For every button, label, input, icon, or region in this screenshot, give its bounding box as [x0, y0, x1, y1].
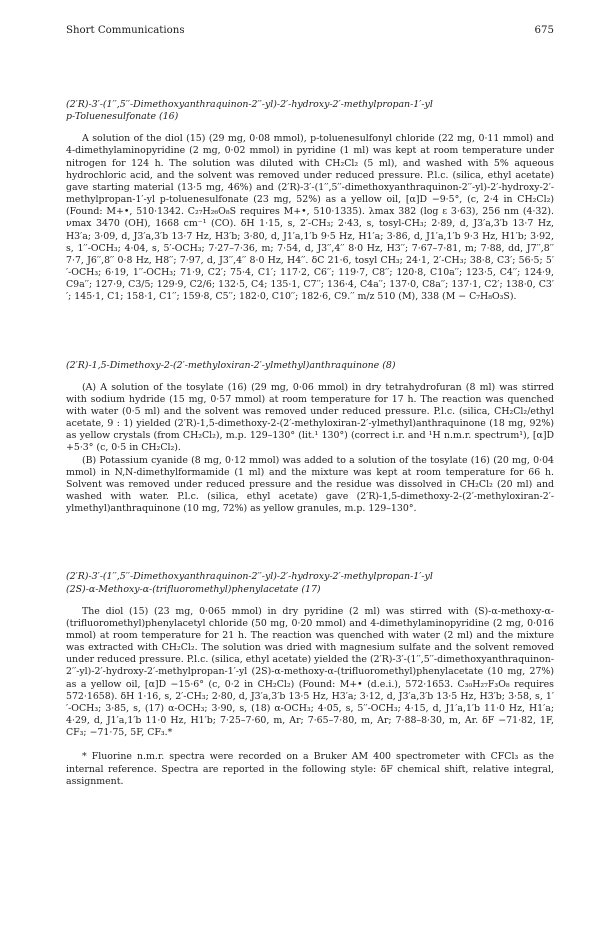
body-paragraph: A solution of the diol (15) (29 mg, 0·08 mmol), p-toluenesulfonyl chloride (22 mg, 0·11 mmol) and 4-dimethylaminopyridine (2 mg, 0·02 mmol) in pyridine (1 ml) was kept at room temperature under nitrogen for 124 h. The solution was diluted with CH₂Cl₂ (5 ml), and washed with 5% aqueous hydrochloric acid, and the solvent was removed under reduced pressure. P.l.c. (silica, ethyl acetate) gave starting material (13·5 mg, 46%) and (2′R)-3′-(1′′,5′′-dimethoxyanthraquinon-2′′-yl)-2′-hydroxy-2′-methylpropan-1′-yl p-toluenesulfonate (23 mg, 52%) as a yellow oil, [α]D −9·5°, (c, 2·4 in CH₂Cl₂) (Found: M+•, 510·1342. C₂₇H₂₆O₈S requires M+•, 510·1335). λmax 382 (log ε 3·63), 256 nm (4·32). νmax 3470 (OH), 1668 cm⁻¹ (CO). δH 1·15, s, 2′-CH₃; 2·43, s, tosyl-CH₃; 2·89, d, J3′a,3′b 13·7 Hz, H3′a; 3·09, d, J3′a,3′b 13·7 Hz, H3′b; 3·80, d, J1′a,1′b 9·5 Hz, H1′a; 3·86, d, J1′a,1′b 9·3 Hz, H1′b; 3·92, s, 1′′-OCH₃; 4·04, s, 5′-OCH₃; 7·27–7·36, m; 7·54, d, J3′′,4′′ 8·0 Hz, H3′′; 7·67–7·81, m; 7·88, dd, J7′′,8′′ 7·7, J6′′,8′′ 0·8 Hz, H8′′; 7·97, d, J3′′,4′′ 8·0 Hz, H4′′. δC 21·6, tosyl CH₃; 24·1, 2′-CH₃; 38·8, C3′; 56·5; 5′′-OCH₃; 6·19, 1′′-OCH₃; 71·9, C2′; 75·4, C1′; 117·2, C6′′; 119·7, C8′′; 120·8, C10a′′; 123·5, C4′′; 124·9, C9a′′; 127·9, C3/5; 129·9, C2/6; 132·5, C4; 135·1, C7′′; 136·4, C4a′′; 137·0, C8a′′; 137·1, C2′; 138·0, C3′′; 145·1, C1; 158·1, C1′′; 159·8, C5′′; 182·0, C10′′; 182·6, C9.′′ m/z 510 (M), 338 (M − C₇H₈O₃S).: [66, 133, 554, 303]
body-paragraph: (B) Potassium cyanide (8 mg, 0·12 mmol) was added to a solution of the tosylate (16) (20 mg, 0·04 mmol) in N,N-dimethylformamide (1 ml) and the mixture was kept at room temperature for 66 h. Solvent was removed under reduced pressure and the residue was dissolved in CH₂Cl₂ (20 ml) and washed with water. P.l.c. (silica, ethyl acetate) gave (2′R)-1,5-dimethoxy-2-(2′-methyloxiran-2′-ylmethyl)anthraquinone (10 mg, 72%) as yellow granules, m.p. 129–130°.: [66, 454, 554, 515]
section-heading-line: (2S)-α-Methoxy-α-(trifluoromethyl)phenylacetate (17): [66, 583, 321, 595]
section-heading: [66, 571, 554, 595]
section-mosher-ester-17: [66, 571, 554, 739]
section-heading-line: (2′R)-1,5-Dimethoxy-2-(2′-methyloxiran-2′-ylmethyl)anthraquinone (8): [66, 359, 396, 371]
section-tosylate-16: [66, 99, 554, 304]
section-heading: [66, 360, 554, 372]
body-paragraph: (A) A solution of the tosylate (16) (29 mg, 0·06 mmol) in dry tetrahydrofuran (8 ml) was stirred with sodium hydride (15 mg, 0·57 mmol) at room temperature for 17 h. The reaction was quenched with water (0·5 ml) and the solvent was removed under reduced pressure. P.l.c. (silica, CH₂Cl₂/ethyl acetate, 9 : 1) yielded (2′R)-1,5-dimethoxy-2-(2′-methyloxiran-2′-ylmethyl)anthraquinone (18 mg, 92%) as yellow crystals (from CH₂Cl₂), m.p. 129–130° (lit.¹ 130°) (correct i.r. and ¹H n.m.r. spectrum¹), [α]D +5·3° (c, 0·5 in CH₂Cl₂).: [66, 381, 554, 454]
footnote: * Fluorine n.m.r. spectra were recorded on a Bruker AM 400 spectrometer with CFCl₃ as the internal reference. Spectra are reported in the following style: δF chemical shift, relative integral, assignment.: [66, 751, 554, 787]
journal-section-title: Short Communications: [66, 25, 185, 36]
body-paragraph: The diol (15) (23 mg, 0·065 mmol) in dry pyridine (2 ml) was stirred with (S)-α-methoxy-α-(trifluoromethyl)phenylacetyl chloride (50 mg, 0·20 mmol) and 4-dimethylaminopyridine (2 mg, 0·016 mmol) at room temperature for 21 h. The reaction was quenched with water (2 ml) and the mixture was extracted with CH₂Cl₂. The solution was dried with magnesium sulfate and the solvent removed under reduced pressure. P.l.c. (silica, ethyl acetate) yielded the (2′R)-3′-(1′′,5′′-dimethoxyanthraquinon-2′′-yl)-2′-hydroxy-2′-methylpropan-1′-yl (2S)-α-methoxy-α-(trifluoromethyl)phenylacetate (10 mg, 27%) as a yellow oil, [α]D −15·6° (c, 0·2 in CH₂Cl₂) (Found: M+• (d.e.i.), 572·1653. C₃₀H₂₇F₃O₈ requires 572·1658). δH 1·16, s, 2′-CH₃; 2·80, d, J3′a,3′b 13·5 Hz, H3′a; 3·12, d, J3′a,3′b 13·5 Hz, H3′b; 3·58, s, 1′′-OCH₃; 3·85, s, (17) α-OCH₃; 3·90, s, (18) α-OCH₃; 4·05, s, 5′′-OCH₃; 4·15, d, J1′a,1′b 11·0 Hz, H1′a; 4·29, d, J1′a,1′b 11·0 Hz, H1′b; 7·25–7·60, m, Ar; 7·65–7·80, m, Ar; 7·88–8·30, m, Ar. δF −71·82, 1F, CF₃; −71·75, 5F, CF₃.*: [66, 605, 554, 739]
section-heading-line: (2′R)-3′-(1′′,5′′-Dimethoxyanthraquinon-2′′-yl)-2′-hydroxy-2′-methylpropan-1′-yl: [66, 571, 433, 583]
page-number: 675: [534, 25, 554, 36]
section-epoxide-8: [66, 360, 554, 516]
running-head: [66, 24, 554, 37]
section-heading: [66, 99, 554, 123]
section-heading-line: (2′R)-3′-(1′′,5′′-Dimethoxyanthraquinon-2′′-yl)-2′-hydroxy-2′-methylpropan-1′-yl: [66, 99, 433, 110]
section-heading-line: p-Toluenesulfonate (16): [66, 111, 179, 123]
